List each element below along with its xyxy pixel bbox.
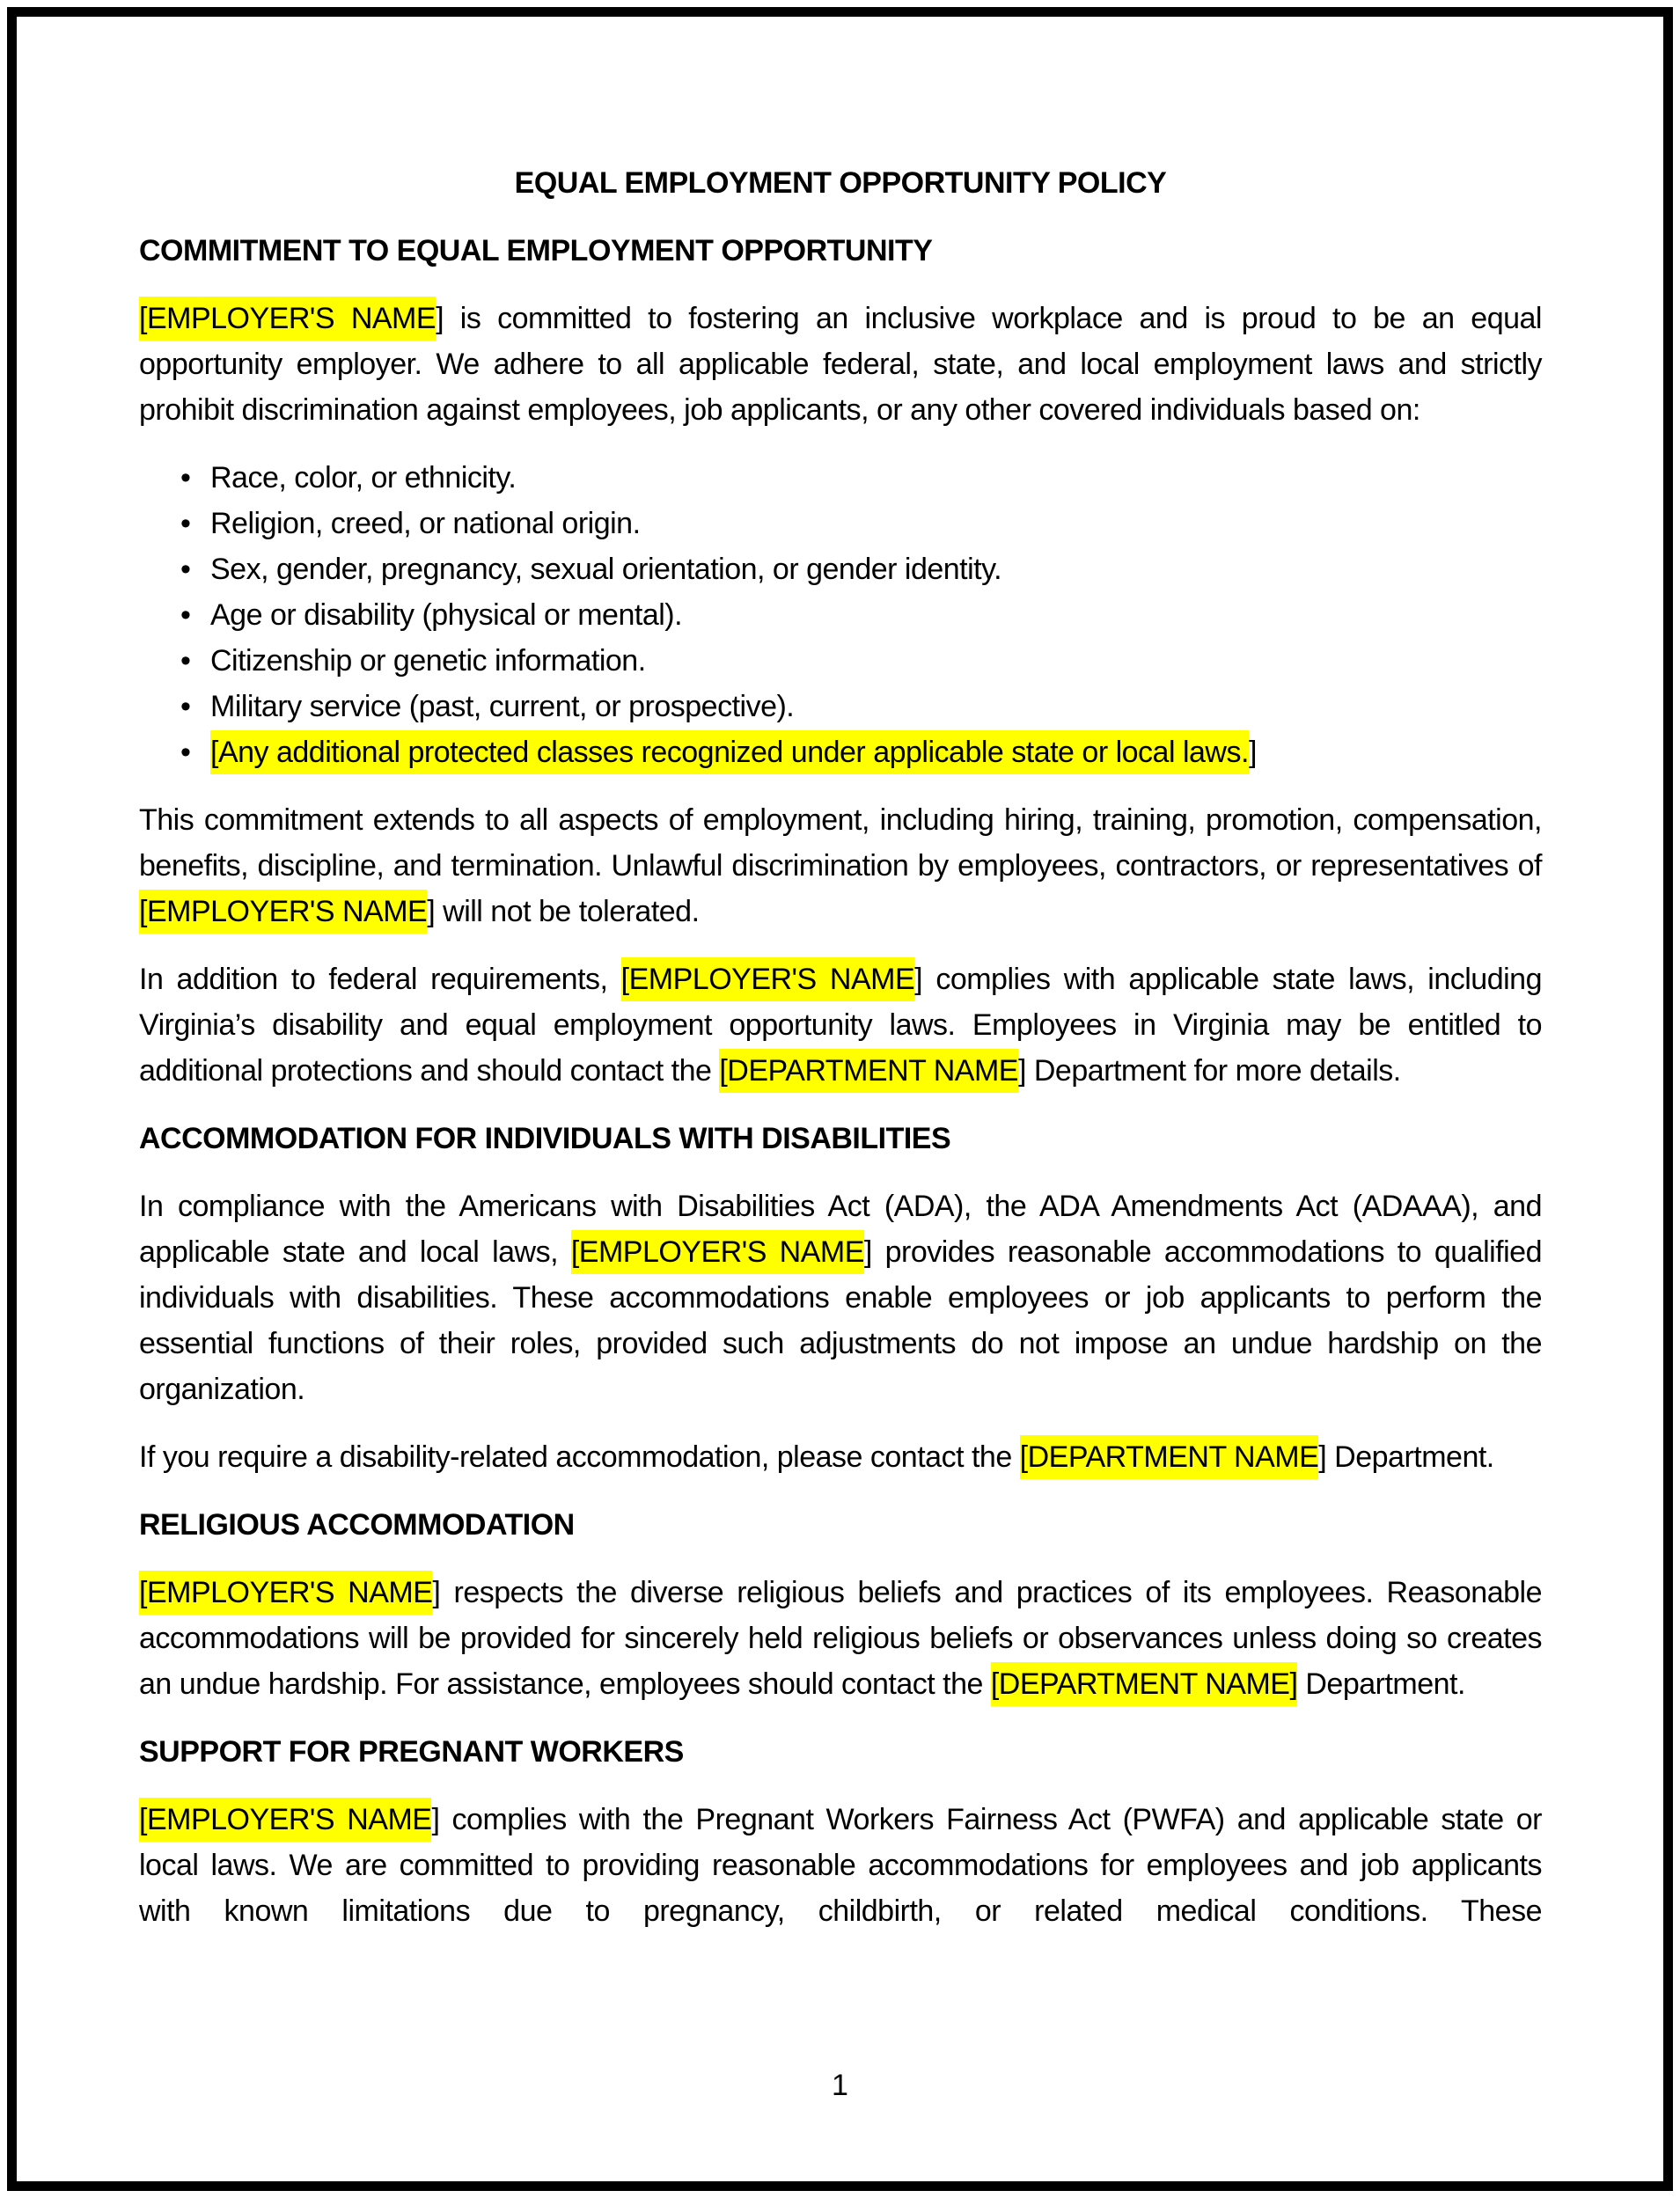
list-item-additional-classes (139, 729, 1542, 775)
text-run: In compliance with the Americans with Disabilities Act (ADA), the ADA Amendments Act (ADAAA), and applicable state and local laws, (139, 1190, 1542, 1269)
text-run: ] (1248, 736, 1257, 769)
text-run: Department. (1297, 1667, 1465, 1701)
page-footer (17, 2062, 1663, 2108)
document-title: EQUAL EMPLOYMENT OPPORTUNITY POLICY (514, 166, 1167, 200)
text-run: Military service (past, current, or prospective). (210, 690, 795, 723)
paragraph-commitment-intro (139, 296, 1542, 433)
section-heading-religious: RELIGIOUS ACCOMMODATION (139, 1508, 575, 1542)
placeholder-highlight: [EMPLOYER'S NAME (139, 890, 427, 934)
page-number: 1 (832, 2069, 848, 2102)
text-run: Age or disability (physical or mental). (210, 598, 683, 632)
paragraph-commitment-extent (139, 797, 1542, 934)
list-item-religion (139, 501, 1542, 546)
paragraph-state-laws (139, 956, 1542, 1094)
text-run: ] complies with applicable state laws, including Virginia’s disability and equal employment opportunity laws. Employees in Virginia may be entitled to additional protections and should contact the (139, 963, 1542, 1088)
paragraph-religious-body (139, 1570, 1542, 1707)
text-run: If you require a disability-related accommodation, please contact the (139, 1440, 1020, 1474)
text-run: Religion, creed, or national origin. (210, 507, 641, 540)
text-run: ] respects the diverse religious beliefs and practices of its employees. Reasonable accommodations will be provided for sincerely held religious beliefs or observances unless doing so creates an undue hardship. For assistance, employees should contact the (139, 1576, 1542, 1701)
text-run: Citizenship or genetic information. (210, 644, 646, 678)
placeholder-highlight: [DEPARTMENT NAME (719, 1049, 1018, 1093)
list-item-race (139, 455, 1542, 501)
placeholder-highlight: [EMPLOYER'S NAME (139, 1571, 432, 1615)
document-body (17, 17, 1663, 1934)
text-run: This commitment extends to all aspects of employment, including hiring, training, promotion, compensation, benefits, discipline, and termination. Unlawful discrimination by employees, contractors, or representatives of (139, 803, 1542, 883)
placeholder-highlight: [EMPLOYER'S NAME (139, 297, 436, 341)
list-item-age-disability (139, 592, 1542, 638)
placeholder-highlight: [EMPLOYER'S NAME (139, 1798, 431, 1842)
section-heading-commitment: COMMITMENT TO EQUAL EMPLOYMENT OPPORTUNITY (139, 234, 933, 267)
paragraph-disabilities-body (139, 1183, 1542, 1412)
text-run: In addition to federal requirements, (139, 963, 621, 996)
text-run: ] Department. (1318, 1440, 1494, 1474)
placeholder-highlight: [EMPLOYER'S NAME (571, 1230, 864, 1274)
protected-classes-list (139, 455, 1542, 775)
placeholder-highlight: [DEPARTMENT NAME (1020, 1435, 1319, 1479)
placeholder-highlight: [Any additional protected classes recognized under applicable state or local laws. (210, 730, 1249, 774)
text-run: ] will not be tolerated. (427, 895, 700, 928)
list-item-sex-gender (139, 546, 1542, 592)
paragraph-pregnant-body (139, 1797, 1542, 1934)
text-run: ] is committed to fostering an inclusive workplace and is proud to be an equal opportunity employer. We adhere to all applicable federal, state, and local employment laws and strictly prohibit discrimination against employees, job applicants, or any other covered individuals based on: (139, 302, 1542, 427)
text-run: Race, color, or ethnicity. (210, 461, 517, 495)
section-heading-pregnant: SUPPORT FOR PREGNANT WORKERS (139, 1735, 684, 1769)
placeholder-highlight: [DEPARTMENT NAME] (991, 1662, 1298, 1706)
list-item-citizenship (139, 638, 1542, 684)
text-run: ] Department for more details. (1017, 1054, 1401, 1088)
document-page (7, 7, 1673, 2191)
section-heading-disabilities: ACCOMMODATION FOR INDIVIDUALS WITH DISABILITIES (139, 1122, 951, 1155)
text-run: ] complies with the Pregnant Workers Fairness Act (PWFA) and applicable state or local laws. We are committed to providing reasonable accommodations for employees and job applicants with known limitations due to pregnancy, childbirth, or related medical conditions. These (139, 1803, 1542, 1928)
text-run: Sex, gender, pregnancy, sexual orientation, or gender identity. (210, 553, 1002, 586)
paragraph-disabilities-contact (139, 1434, 1542, 1480)
placeholder-highlight: [EMPLOYER'S NAME (621, 957, 915, 1001)
list-item-military (139, 684, 1542, 729)
text-run: ] provides reasonable accommodations to qualified individuals with disabilities. These accommodations enable employees or job applicants to perform the essential functions of their roles, provided such adjustments do not impose an undue hardship on the organization. (139, 1235, 1542, 1406)
